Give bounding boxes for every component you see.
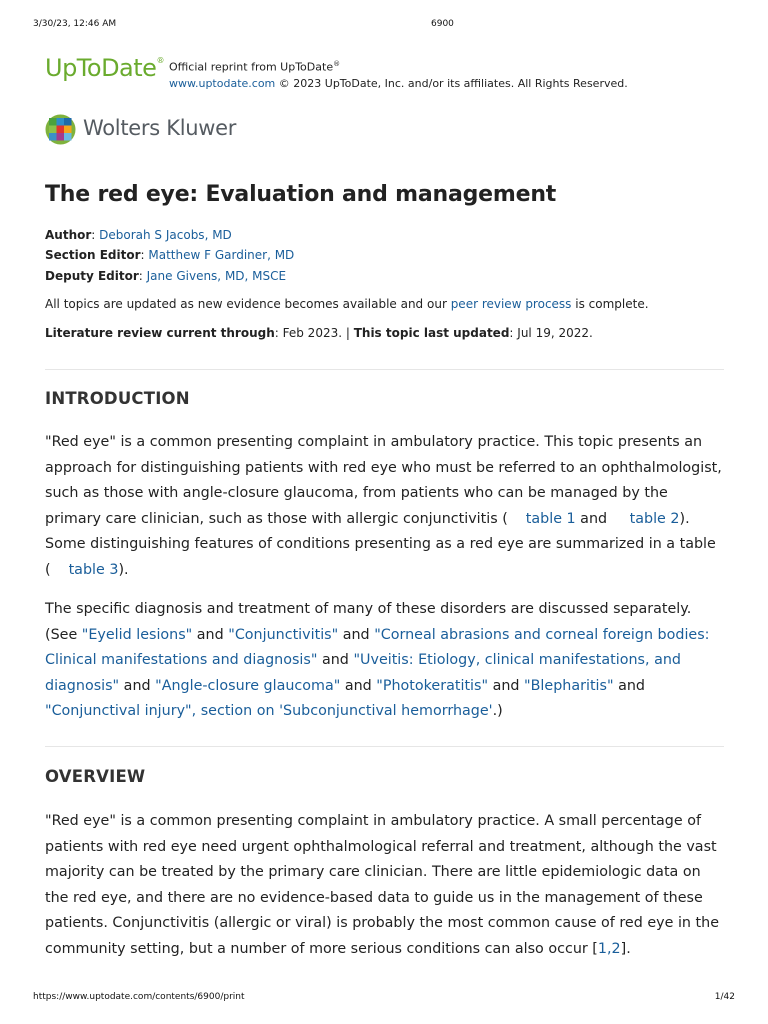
article-title: The red eye: Evaluation and management <box>45 182 557 207</box>
uveitis-link[interactable]: "Uveitis: Etiology, clinical manifestations, and diagnosis" <box>45 652 681 694</box>
author-link[interactable]: Deborah S Jacobs, MD <box>99 228 232 242</box>
photokeratitis-link[interactable]: "Photokeratitis" <box>376 677 489 694</box>
last-updated-value: : Jul 19, 2022. <box>509 326 593 340</box>
table-3-link[interactable]: table 3 <box>68 561 119 578</box>
section-divider <box>45 746 724 747</box>
conjunctival-injury-link[interactable]: "Conjunctival injury", section on 'Subconjunctival hemorrhage' <box>45 703 493 719</box>
conjunctivitis-link[interactable]: "Conjunctivitis" <box>228 626 339 643</box>
brand-row <box>45 54 685 90</box>
table-2-link[interactable]: table 2 <box>629 510 680 527</box>
introduction-heading: INTRODUCTION <box>45 389 190 408</box>
copyright-text: © 2023 UpToDate, Inc. and/or its affiliates. All Rights Reserved. <box>275 76 628 90</box>
section-divider <box>45 369 724 370</box>
author-line: Author: Deborah S Jacobs, MD <box>45 228 232 242</box>
eyelid-lesions-link[interactable]: "Eyelid lesions" <box>81 626 193 643</box>
reprint-notice: Official reprint from UpToDate® www.uptodate.com © 2023 UpToDate, Inc. and/or its affiliates. All Rights Reserved. <box>169 60 628 90</box>
blepharitis-link[interactable]: "Blepharitis" <box>524 677 614 694</box>
page-number: 1/42 <box>714 992 735 1002</box>
section-editor-link[interactable]: Matthew F Gardiner, MD <box>148 248 295 262</box>
wolters-kluwer-mosaic-icon <box>45 114 76 145</box>
overview-heading: OVERVIEW <box>45 767 146 786</box>
reference-1-2-link[interactable]: 1,2 <box>597 940 621 957</box>
uptodate-logo: UpToDate® <box>45 54 164 82</box>
corneal-abrasions-link[interactable]: "Corneal abrasions and corneal foreign bodies: Clinical manifestations and diagnosis" <box>45 626 710 668</box>
introduction-paragraph-1: "Red eye" is a common presenting complaint in ambulatory practice. This topic presents an approach for distinguishing patients with red eye who must be referred to an ophthalmologist, such as those with angle-closure glaucoma, from patients who can be managed by the primary care clinician, such as those with allergic conjunctivitis ( table 1 and table 2). Some distinguishing features of conditions presenting as a red eye are summarized in a table ( table 3). <box>45 434 722 578</box>
table-1-link[interactable]: table 1 <box>525 510 576 527</box>
review-dates <box>45 326 593 340</box>
print-doc-id: 6900 <box>431 19 454 29</box>
lit-review-value: : Feb 2023. | <box>274 326 354 340</box>
deputy-editor-line: Deputy Editor: Jane Givens, MD, MSCE <box>45 269 287 283</box>
overview-paragraph-1: "Red eye" is a common presenting complaint in ambulatory practice. A small percentage of patients with red eye need urgent ophthalmological referral and treatment, although the vast majority can be treated by the primary care clinician. There are little epidemiologic data on the red eye, and there are no evidence-based data to guide us in the management of these patients. Conjunctivitis (allergic or viral) is probably the most common cause of red eye in the community setting, but a number of more serious conditions can also occur [1,2]. <box>45 813 719 957</box>
peer-review-link[interactable]: peer review process <box>450 297 572 311</box>
lit-review-label: Literature review current through <box>45 326 275 340</box>
deputy-editor-link[interactable]: Jane Givens, MD, MSCE <box>146 269 287 283</box>
introduction-paragraph-2: The specific diagnosis and treatment of many of these disorders are discussed separately. (See "Eyelid lesions" and "Conjunctivitis" and "Corneal abrasions and corneal foreign bodies: Clinical manifestations and diagnosis" and "Uveitis: Etiology, clinical manifestations, and diagnosis" and "Angle-closure glaucoma" and "Photokeratitis" and "Blepharitis" and "Conjunctival injury", section on 'Subconjunctival hemorrhage'.) <box>45 601 710 719</box>
update-note: All topics are updated as new evidence becomes available and our peer review process is complete. <box>45 297 649 311</box>
print-datetime: 3/30/23, 12:46 AM <box>33 19 117 29</box>
angle-closure-glaucoma-link[interactable]: "Angle-closure glaucoma" <box>155 677 341 694</box>
wolters-kluwer-wordmark: Wolters Kluwer <box>83 116 237 140</box>
print-header <box>33 19 735 31</box>
section-editor-line: Section Editor: Matthew F Gardiner, MD <box>45 248 295 262</box>
reprint-line: Official reprint from UpToDate <box>169 60 334 74</box>
uptodate-site-link[interactable]: www.uptodate.com <box>169 76 276 90</box>
last-updated-label: This topic last updated <box>353 326 510 340</box>
print-footer <box>33 992 735 1004</box>
print-url: https://www.uptodate.com/contents/6900/print <box>33 992 245 1002</box>
